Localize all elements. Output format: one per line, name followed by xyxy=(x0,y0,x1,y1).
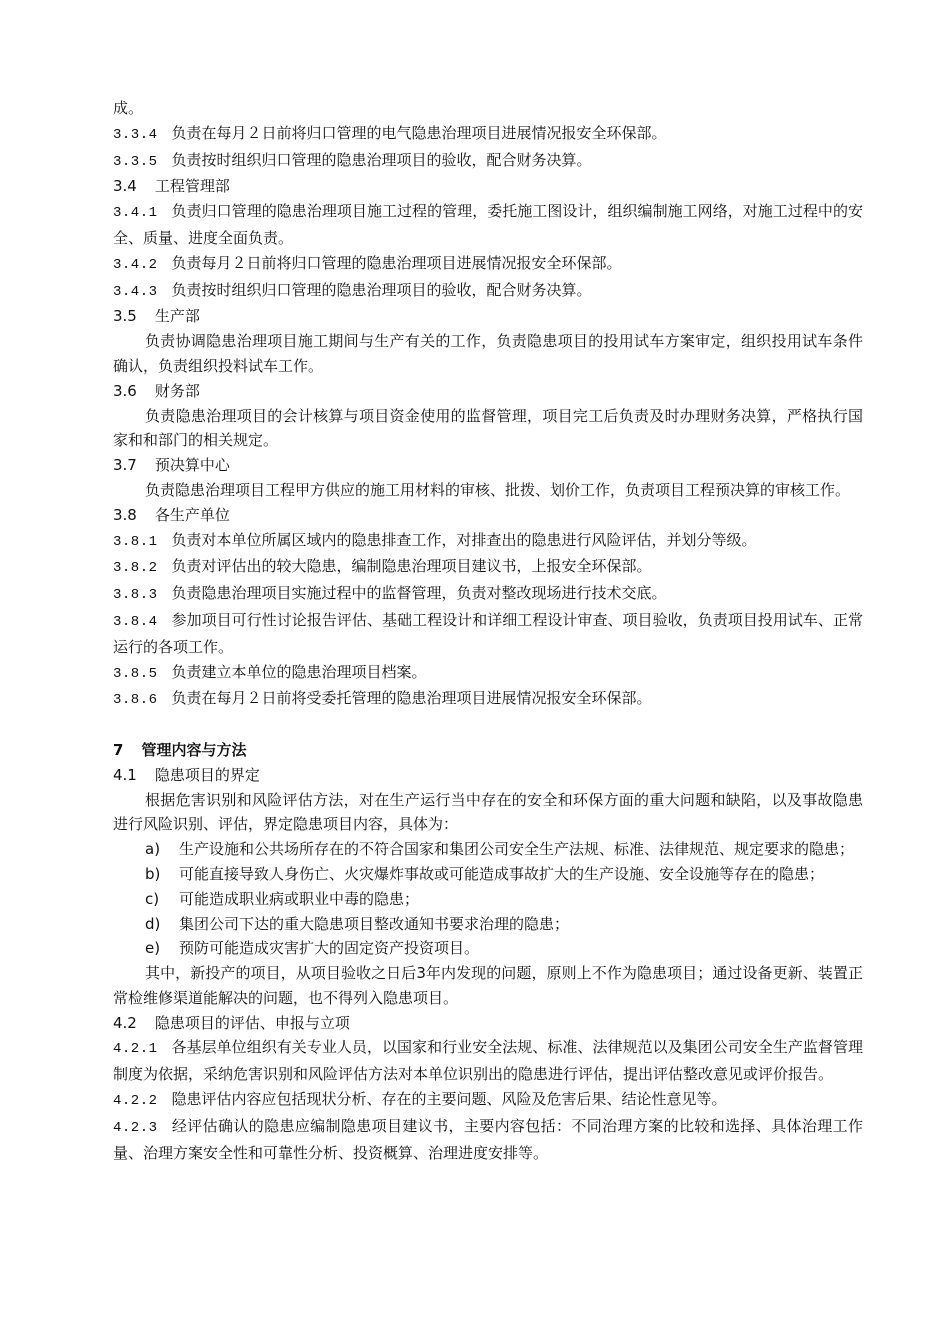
clause-text: 负责按时组织归口管理的隐患治理项目的验收，配合财务决算。 xyxy=(171,280,592,299)
line-text: 成。 xyxy=(113,99,144,117)
clause xyxy=(113,148,863,175)
list-item xyxy=(113,887,863,912)
section-heading xyxy=(113,379,863,404)
clause-number: 4.2.2 xyxy=(113,1093,158,1110)
clause-number: 3.4.3 xyxy=(113,283,158,300)
paragraph-text: 负责隐患治理项目的会计核算与项目资金使用的监督管理，项目完工后负责及时办理财务决算，严格执行国家和和部门的相关规定。 xyxy=(113,406,863,450)
paragraph xyxy=(113,404,863,454)
clause xyxy=(113,251,863,278)
clause-text: 经评估确认的隐患应编制隐患项目建议书，主要内容包括：不同治理方案的比较和选择、具体治理工作量、治理方案安全性和可靠性分析、投资概算、治理进度安排等。 xyxy=(113,1116,863,1162)
paragraph xyxy=(113,329,863,379)
clause-text: 负责在每月２日前将受委托管理的隐患治理项目进展情况报安全环保部。 xyxy=(171,689,652,708)
clause xyxy=(113,528,863,555)
section-heading xyxy=(113,1011,863,1036)
section-title: 隐患项目的界定 xyxy=(154,765,260,784)
list-item xyxy=(113,862,863,887)
list-marker: d) xyxy=(145,914,161,933)
clause-number: 3.3.5 xyxy=(113,153,158,170)
clause-text: 参加项目可行性讨论报告评估、基础工程设计和详细工程设计审查、项目验收，负责项目投用试车、正常运行的各项工作。 xyxy=(113,610,863,656)
clause-number: 3.8.4 xyxy=(113,613,158,630)
text-line xyxy=(113,96,863,121)
clause-text: 负责隐患治理项目实施过程中的监督管理，负责对整改现场进行技术交底。 xyxy=(171,584,667,603)
chapter-title: 管理内容与方法 xyxy=(141,740,247,759)
clause-number: 3.8.5 xyxy=(113,665,158,682)
clause-text: 负责归口管理的隐患治理项目施工过程的管理，委托施工图设计，组织编制施工网络，对施工过程中的安全、质量、进度全面负责。 xyxy=(113,202,863,247)
clause-number: 3.8.1 xyxy=(113,533,158,550)
clause-number: 3.4.1 xyxy=(113,205,158,222)
list-item xyxy=(113,936,863,961)
document-page xyxy=(113,96,863,1165)
clause-text: 负责每月２日前将归口管理的隐患治理项目进展情况报安全环保部。 xyxy=(171,253,622,272)
clause-text: 隐患评估内容应包括现状分析、存在的主要问题、风险及危害后果、结论性意见等。 xyxy=(171,1090,727,1109)
section-title: 生产部 xyxy=(154,307,200,326)
list-marker: e) xyxy=(145,939,161,958)
clause-text: 负责在每月２日前将归口管理的电气隐患治理项目进展情况报安全环保部。 xyxy=(171,123,667,142)
section-number: 3.4 xyxy=(113,177,137,196)
clause-number: 4.2.1 xyxy=(113,1041,158,1058)
section-number: 3.7 xyxy=(113,456,137,475)
section-number: 3.5 xyxy=(113,307,137,326)
list-text: 生产设施和公共场所存在的不符合国家和集团公司安全生产法规、标准、法律规范、规定要求的隐患； xyxy=(179,840,855,859)
clause-number: 3.8.3 xyxy=(113,587,158,604)
list-text: 预防可能造成灾害扩大的固定资产投资项目。 xyxy=(179,939,480,958)
clause xyxy=(113,199,863,251)
clause-number: 4.2.3 xyxy=(113,1119,158,1136)
list-marker: a) xyxy=(145,840,161,859)
list-text: 可能造成职业病或职业中毒的隐患； xyxy=(179,889,420,908)
list-marker: b) xyxy=(145,864,161,883)
clause-number: 3.8.2 xyxy=(113,560,158,577)
section-heading xyxy=(113,763,863,788)
list-text: 集团公司下达的重大隐患项目整改通知书要求治理的隐患； xyxy=(179,914,570,933)
paragraph-text: 负责隐患治理项目工程甲方供应的施工用材料的审核、批拨、划价工作，负责项目工程预决算的审核工作。 xyxy=(145,480,851,499)
paragraph xyxy=(113,961,863,1011)
section-heading xyxy=(113,304,863,329)
clause-text: 各基层单位组织有关专业人员，以国家和行业安全法规、标准、法律规范以及集团公司安全生产监督管理制度为依据，采纳危害识别和风险评估方法对本单位识别出的隐患进行评估，提出评估整改意见或评价报告。 xyxy=(113,1038,863,1084)
section-title: 隐患项目的评估、申报与立项 xyxy=(154,1013,350,1032)
clause-text: 负责对本单位所属区域内的隐患排查工作，对排查出的隐患进行风险评估，并划分等级。 xyxy=(171,530,757,549)
clause xyxy=(113,660,863,687)
clause xyxy=(113,608,863,660)
clause xyxy=(113,278,863,305)
clause xyxy=(113,554,863,581)
clause xyxy=(113,581,863,608)
paragraph-text: 其中，新投产的项目，从项目验收之日后3年内发现的问题，原则上不作为隐患项目；通过设备更新、装置正常检维修渠道能解决的问题，也不得列入隐患项目。 xyxy=(113,964,863,1007)
clause xyxy=(113,686,863,713)
clause-text: 负责建立本单位的隐患治理项目档案。 xyxy=(171,662,427,681)
section-number: 4.2 xyxy=(113,1013,137,1032)
paragraph-text: 负责协调隐患治理项目施工期间与生产有关的工作，负责隐患项目的投用试车方案审定，组织投用试车条件确认，负责组织投料试车工作。 xyxy=(113,332,863,375)
section-heading xyxy=(113,453,863,478)
section-number: 3.8 xyxy=(113,505,137,524)
section-title: 预决算中心 xyxy=(154,456,230,475)
chapter-number: 7 xyxy=(113,740,124,759)
list-marker: c) xyxy=(145,889,160,908)
paragraph xyxy=(113,788,863,838)
paragraph xyxy=(113,478,863,503)
clause-number: 3.4.2 xyxy=(113,256,158,273)
list-item xyxy=(113,837,863,862)
list-item xyxy=(113,912,863,937)
section-title: 工程管理部 xyxy=(154,177,230,196)
clause-text: 负责对评估出的较大隐患，编制隐患治理项目建议书，上报安全环保部。 xyxy=(171,557,652,576)
clause xyxy=(113,1114,863,1166)
list-text: 可能直接导致人身伤亡、火灾爆炸事故或可能造成事故扩大的生产设施、安全设施等存在的隐患； xyxy=(179,864,825,883)
section-title: 各生产单位 xyxy=(154,505,230,524)
clause xyxy=(113,1087,863,1114)
clause-number: 3.8.6 xyxy=(113,692,158,709)
clause-text: 负责按时组织归口管理的隐患治理项目的验收，配合财务决算。 xyxy=(171,150,592,169)
blank-line xyxy=(113,713,863,738)
section-number: 4.1 xyxy=(113,765,137,784)
chapter-heading xyxy=(113,738,863,763)
clause-number: 3.3.4 xyxy=(113,126,158,143)
section-number: 3.6 xyxy=(113,381,137,400)
clause xyxy=(113,1035,863,1087)
section-title: 财务部 xyxy=(154,381,200,400)
paragraph-text: 根据危害识别和风险评估方法，对在生产运行当中存在的安全和环保方面的重大问题和缺陷，以及事故隐患进行风险识别、评估，界定隐患项目内容，具体为： xyxy=(113,790,863,834)
section-heading xyxy=(113,174,863,199)
section-heading xyxy=(113,503,863,528)
clause xyxy=(113,121,863,148)
